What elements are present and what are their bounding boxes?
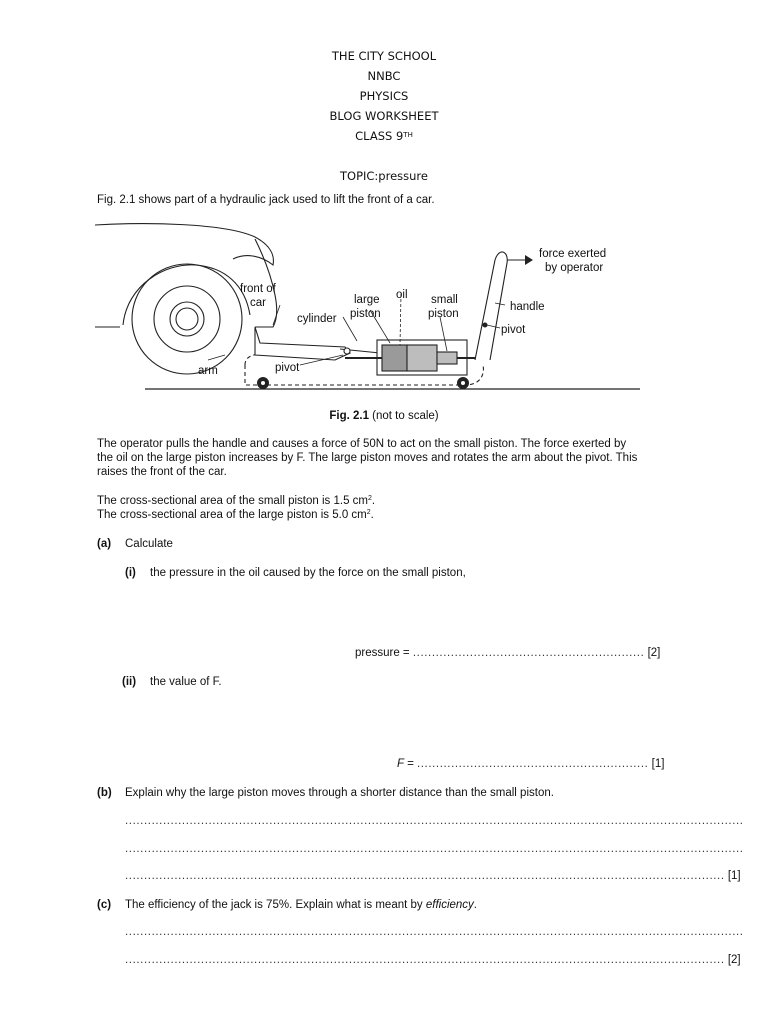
operator-paragraph: The operator pulls the handle and causes a force of 50N to act on the small piston. The force exerted by the oil on the large piston increases by F. The large piston moves and rotates the arm about the pivot. This raises the front of the car. [97, 438, 638, 478]
part-b-answer-line-2[interactable]: ................................................................................................................................................................... [125, 843, 744, 855]
part-c-answer-field-2[interactable]: .............................................................................................................................................................. [125, 954, 725, 966]
part-a-i-text: the pressure in the oil caused by the force on the small piston, [150, 567, 466, 579]
part-b-marks: [1] [727, 870, 741, 882]
large-piston [382, 345, 407, 371]
part-c-text: The efficiency of the jack is 75%. Explain what is meant by efficiency. [125, 899, 477, 911]
figure-caption [0, 409, 768, 423]
label-large: large [354, 294, 380, 306]
school-name: THE CITY SCHOOL [331, 49, 437, 63]
branch-name: NNBC [367, 69, 401, 83]
part-c-label: (c) [97, 899, 112, 911]
part-a-text: Calculate [125, 538, 173, 550]
label-small-piston: piston [428, 308, 459, 320]
label-large-piston: piston [350, 308, 381, 320]
part-c-answer-line-2 [125, 954, 741, 966]
small-piston-area: The cross-sectional area of the small piston is 1.5 $cm^2$. [97, 495, 376, 507]
pressure-answer-line [355, 647, 660, 659]
part-a-ii-text: the value of F. [150, 676, 222, 688]
label-small: small [431, 294, 458, 306]
label-oil: oil [396, 289, 408, 301]
pressure-marks: [2] [647, 647, 661, 659]
hydraulic-jack-diagram [95, 215, 675, 400]
part-b-answer-field-3[interactable]: .............................................................................................................................................................. [125, 870, 725, 882]
arm-pivot-point [344, 348, 350, 354]
pressure-label: pressure = [355, 647, 410, 659]
figure-caption-rest: (not to scale) [368, 410, 439, 422]
car-wheel-arch [123, 265, 250, 325]
worksheet-header [0, 46, 768, 186]
label-cylinder: cylinder [297, 313, 337, 325]
part-c-marks: [2] [727, 954, 741, 966]
part-b-answer-line-1[interactable]: ................................................................................................................................................................... [125, 815, 744, 827]
label-by-operator: by operator [545, 262, 604, 274]
jack-arm [255, 327, 350, 360]
part-a-i-label: (i) [125, 567, 136, 579]
subject-name: PHYSICS [359, 89, 409, 103]
topic-line: TOPIC:pressure [340, 169, 428, 183]
label-arm: arm [198, 365, 218, 377]
label-force-exerted: force exerted [539, 248, 607, 260]
intro-text: shows part of a hydraulic jack used to lift the front of a car. [135, 194, 435, 206]
label-handle: handle [510, 301, 545, 313]
intro-fig-ref: Fig. 2.1 [97, 194, 136, 206]
figure-caption-bold: Fig. 2.1 [329, 410, 369, 422]
part-c-answer-line-1[interactable]: ................................................................................................................................................................... [125, 926, 744, 938]
oil-chamber [407, 345, 437, 371]
part-b-answer-line-3 [125, 870, 741, 882]
small-piston-chamber [437, 352, 457, 364]
label-pivot-handle: pivot [501, 324, 526, 336]
f-label: F = [397, 758, 414, 770]
force-arrow-icon [525, 255, 533, 265]
class-text: CLASS 9 [355, 129, 404, 143]
label-car: car [250, 297, 266, 309]
part-b-text: Explain why the large piston moves through a shorter distance than the small piston. [125, 787, 554, 799]
f-answer-field[interactable]: ............................................................. [416, 758, 649, 770]
large-piston-area: The cross-sectional area of the large piston is 5.0 $cm^2$. [97, 509, 374, 521]
wheel-rim-inner [170, 302, 204, 336]
label-front-of: front of [240, 283, 276, 295]
wheel-rim-outer [154, 286, 220, 352]
jack-handle [475, 252, 507, 360]
part-b-label: (b) [97, 787, 112, 799]
f-answer-line [397, 758, 664, 770]
class-superscript: TH [403, 131, 413, 139]
label-pivot-arm: pivot [275, 362, 300, 374]
worksheet-title: BLOG WORKSHEET [329, 109, 439, 123]
intro-sentence [97, 193, 435, 207]
wheel-hub [176, 308, 198, 330]
handle-pivot-point [483, 323, 487, 327]
f-marks: [1] [651, 758, 665, 770]
pressure-answer-field[interactable]: ............................................................. [412, 647, 645, 659]
part-a-ii-label: (ii) [122, 676, 137, 688]
class-line [0, 126, 768, 146]
part-a-label: (a) [97, 538, 112, 550]
car-body-outline [95, 224, 273, 265]
